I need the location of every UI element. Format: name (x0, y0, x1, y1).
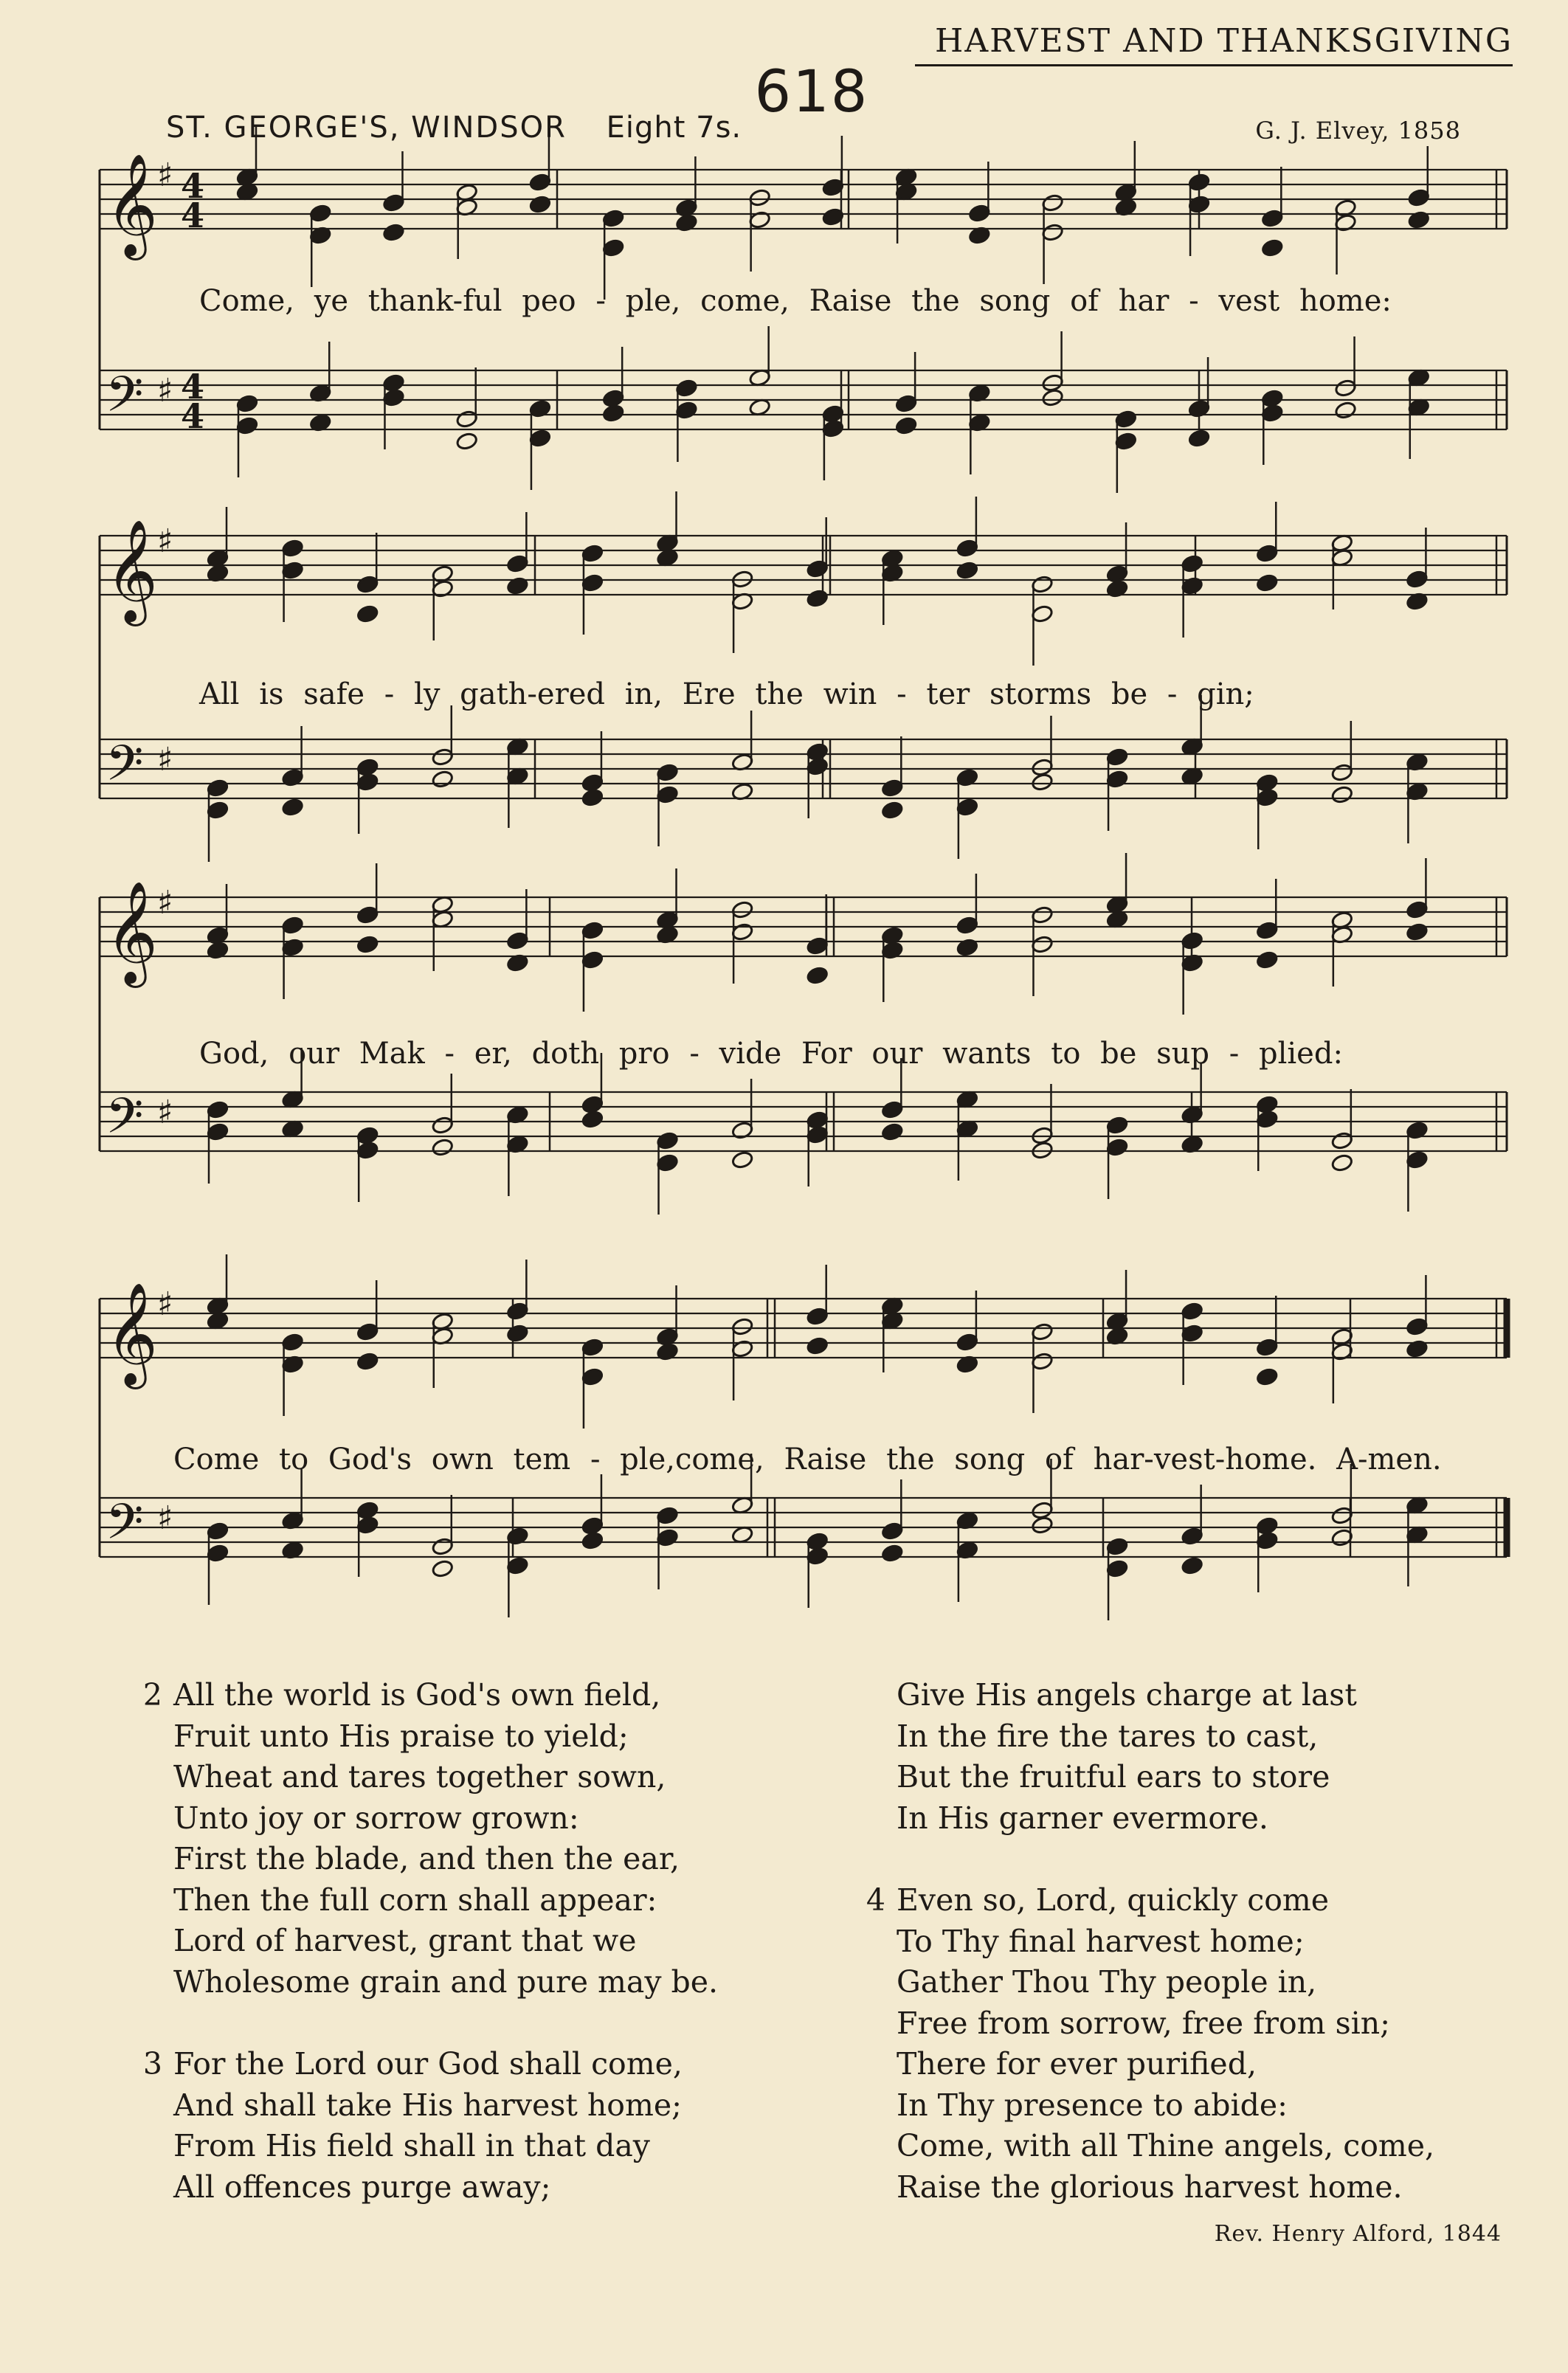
note-head (1106, 770, 1129, 789)
note-head (506, 1556, 529, 1575)
note-head (581, 1095, 604, 1114)
tune-name: ST. GEORGE'S, WINDSOR (166, 111, 567, 145)
note-head (895, 394, 918, 413)
verse-line: In the fire the tares to cast, (897, 1718, 1319, 1754)
key-sharp: ♯ (157, 522, 173, 560)
note-head (1041, 373, 1064, 393)
note-head (1188, 173, 1211, 192)
note-head (656, 1153, 679, 1172)
note-head (431, 1138, 454, 1157)
time-signature-top: 4 (181, 166, 205, 206)
note-head (1106, 1138, 1129, 1157)
note-head (207, 1521, 229, 1541)
verse-line: Come, with all Thine angels, come, (897, 2128, 1435, 2163)
note-head (1256, 1095, 1279, 1114)
verse-line: First the blade, and then the ear, (173, 1841, 680, 1876)
note-head (602, 238, 625, 258)
note-head (236, 416, 259, 435)
note-head (356, 1501, 379, 1520)
verse-line: Gather Thou Thy people in, (897, 1964, 1317, 2000)
verse-line: To Thy final harvest home; (897, 1923, 1305, 1959)
note-head (455, 410, 478, 429)
note-head (1256, 1516, 1279, 1536)
note-head (1334, 401, 1357, 420)
note-head (806, 1336, 829, 1355)
note-head (956, 916, 979, 935)
note-head (281, 916, 304, 935)
note-head (382, 193, 405, 213)
lyric-line-2: All is safe - ly gath-ered in, Ere the win - ter storms be - gin; (199, 677, 1254, 711)
verse-line: All the world is God's own field, (173, 1677, 661, 1713)
note-head (1181, 931, 1203, 950)
note-head (356, 1126, 379, 1145)
note-head (881, 778, 904, 798)
lyric-line-4: Come to God's own tem - ple,come, Raise the song of har-vest-home. A-men. (173, 1443, 1442, 1476)
note-head (1256, 950, 1279, 970)
note-head (1331, 1153, 1354, 1172)
author: Rev. Henry Alford, 1844 (1214, 2221, 1502, 2247)
note-head (1031, 1352, 1054, 1371)
verse-4 (856, 1880, 1434, 2208)
note-head (356, 935, 379, 954)
note-head (1188, 429, 1211, 448)
verse-line: Wheat and tares together sown, (173, 1759, 666, 1795)
verse-3 (133, 2044, 683, 2208)
treble-clef: 𝄞 (106, 519, 158, 622)
verse-line: But the fruitful ears to store (897, 1759, 1330, 1795)
key-sharp: ♯ (157, 741, 173, 778)
note-head (748, 188, 771, 207)
note-head (356, 773, 379, 792)
note-head (1406, 570, 1429, 589)
note-head (1106, 747, 1129, 767)
note-head (881, 801, 904, 820)
note-head (1041, 388, 1064, 407)
verse-2 (133, 1675, 718, 2003)
verse-line: In Thy presence to abide: (897, 2087, 1288, 2123)
note-head (806, 757, 829, 776)
note-head (1181, 554, 1203, 573)
note-head (1261, 389, 1284, 408)
note-head (1041, 223, 1064, 242)
note-head (431, 1116, 454, 1135)
key-sharp: ♯ (157, 1094, 173, 1131)
note-head (1256, 1338, 1279, 1357)
note-head (731, 1150, 754, 1170)
note-head (1331, 1131, 1354, 1150)
key-sharp: ♯ (157, 1499, 173, 1537)
note-head (581, 950, 604, 970)
note-head (731, 922, 754, 942)
note-head (431, 1559, 454, 1578)
note-head (281, 539, 304, 558)
note-head (581, 773, 604, 792)
time-signature-bottom: 4 (181, 396, 205, 436)
note-head (956, 1333, 979, 1352)
note-head (602, 404, 625, 423)
note-head (236, 394, 259, 413)
note-head (956, 798, 979, 817)
note-head (656, 1528, 679, 1547)
note-head (1041, 193, 1064, 213)
note-head (656, 785, 679, 804)
note-head (281, 561, 304, 580)
time-signature-bottom: 4 (181, 196, 205, 235)
note-head (356, 1516, 379, 1535)
note-head (1031, 1322, 1054, 1341)
note-head (806, 589, 829, 608)
note-head (581, 1110, 604, 1129)
note-head (1031, 935, 1054, 954)
note-head (1181, 1556, 1203, 1575)
bass-clef: 𝄢 (106, 1493, 144, 1562)
note-head (529, 429, 552, 448)
note-head (356, 758, 379, 777)
note-head (1031, 604, 1054, 624)
note-head (207, 778, 229, 798)
note-head (1106, 1537, 1129, 1556)
note-head (656, 1506, 679, 1525)
note-head (1331, 763, 1354, 782)
note-head (881, 1100, 904, 1119)
verse-line: From His field shall in that day (173, 2128, 650, 2163)
treble-clef: 𝄞 (106, 153, 158, 256)
verse-line: Wholesome grain and pure may be. (173, 1963, 719, 2000)
note-head (895, 416, 918, 435)
note-head (506, 1324, 529, 1343)
verse-line: Lord of harvest, grant that we (173, 1923, 637, 1958)
hymn-number: 618 (754, 59, 869, 125)
note-head (207, 801, 229, 820)
verse-line: Fruit unto His praise to yield; (173, 1718, 629, 1754)
note-head (1261, 238, 1284, 258)
note-head (1256, 1367, 1279, 1386)
note-head (382, 388, 405, 407)
key-sharp: ♯ (157, 156, 173, 194)
note-head (207, 1544, 229, 1563)
note-head (656, 763, 679, 782)
note-head (431, 747, 454, 767)
verse-line: There for ever purified, (897, 2046, 1257, 2082)
meter: Eight 7s. (606, 111, 742, 145)
verse-line: Unto joy or sorrow grown: (173, 1800, 579, 1836)
note-head (1031, 1516, 1054, 1535)
verse-line: Give His angels charge at last (897, 1677, 1357, 1713)
note-head (1334, 379, 1357, 398)
note-head (506, 931, 529, 950)
note-head (1031, 773, 1054, 792)
note-head (968, 204, 991, 223)
note-head (581, 544, 604, 563)
bass-clef: 𝄢 (106, 1088, 144, 1156)
note-head (1406, 1150, 1429, 1170)
note-head (956, 561, 979, 580)
note-head (356, 575, 379, 594)
verse-line: In His garner evermore. (897, 1800, 1268, 1836)
note-head (1256, 1531, 1279, 1550)
note-head (529, 195, 552, 214)
note-head (382, 223, 405, 242)
note-head (207, 1100, 229, 1119)
note-head (1031, 1501, 1054, 1520)
note-head (281, 798, 304, 817)
bass-clef: 𝄢 (106, 735, 144, 804)
verse-line: Free from sorrow, free from sin; (897, 2005, 1390, 2041)
key-sharp: ♯ (157, 372, 173, 410)
note-head (675, 401, 698, 420)
note-head (581, 1367, 604, 1386)
verse-line: For the Lord our God shall come, (173, 2046, 683, 2082)
note-head (881, 1544, 904, 1563)
note-head (602, 209, 625, 228)
note-head (806, 1307, 829, 1326)
note-head (1256, 1110, 1279, 1129)
note-head (1256, 921, 1279, 940)
note-head (431, 1537, 454, 1556)
note-head (506, 1302, 529, 1321)
note-head (1106, 1559, 1129, 1578)
note-head (1407, 188, 1430, 207)
verse-line: Then the full corn shall appear: (173, 1882, 657, 1918)
note-head (1256, 788, 1279, 807)
note-head (806, 1110, 829, 1130)
note-head (806, 559, 829, 578)
note-head (431, 770, 454, 789)
composer: G. J. Elvey, 1858 (1255, 117, 1461, 145)
note-head (1115, 410, 1138, 429)
note-head (675, 379, 698, 398)
note-head (881, 1521, 904, 1541)
note-head (1188, 195, 1211, 214)
note-head (207, 1122, 229, 1141)
note-head (581, 1531, 604, 1550)
key-sharp: ♯ (157, 884, 173, 922)
note-head (656, 1131, 679, 1150)
note-head (806, 1532, 829, 1551)
note-head (581, 1516, 604, 1536)
note-head (881, 1122, 904, 1141)
note-head (806, 936, 829, 956)
treble-clef: 𝄞 (106, 881, 158, 984)
verse-line: All offences purge away; (173, 2169, 551, 2205)
note-head (1181, 1324, 1203, 1343)
note-head (581, 921, 604, 940)
note-head (1115, 432, 1138, 451)
note-head (1331, 785, 1354, 804)
note-head (1106, 1116, 1129, 1135)
note-head (731, 900, 754, 919)
note-head (1261, 404, 1284, 423)
note-head (1256, 544, 1279, 563)
note-head (382, 373, 405, 393)
note-head (356, 1322, 379, 1341)
verse-3-continued (856, 1675, 1357, 1839)
note-head (581, 573, 604, 593)
note-head (455, 432, 478, 451)
note-head (806, 1547, 829, 1566)
note-head (506, 554, 529, 573)
verse-number: 4 (866, 1882, 885, 1918)
verse-line: And shall take His harvest home; (173, 2087, 682, 2123)
bass-clef: 𝄢 (106, 366, 144, 435)
note-head (581, 1338, 604, 1357)
note-head (1031, 575, 1054, 594)
note-head (309, 204, 332, 223)
note-head (281, 1333, 304, 1352)
note-head (356, 604, 379, 624)
treble-clef: 𝄞 (106, 1282, 158, 1385)
note-head (1181, 1302, 1203, 1321)
verse-line: Raise the glorious harvest home. (897, 2169, 1403, 2205)
note-head (956, 539, 979, 558)
note-head (1031, 905, 1054, 925)
note-head (356, 1141, 379, 1160)
verse-number: 2 (142, 1677, 162, 1713)
note-head (1406, 922, 1429, 942)
note-head (731, 1317, 754, 1336)
verse-number: 3 (142, 2046, 162, 2082)
time-signature-top: 4 (181, 367, 205, 407)
note-head (806, 742, 829, 761)
note-head (806, 1125, 829, 1144)
note-head (1406, 900, 1429, 919)
note-head (1261, 209, 1284, 228)
section-title: HARVEST AND THANKSGIVING (915, 22, 1513, 66)
note-head (581, 788, 604, 807)
note-head (1406, 1317, 1429, 1336)
note-head (529, 173, 552, 192)
note-head (1256, 573, 1279, 593)
note-head (806, 966, 829, 985)
note-head (1256, 773, 1279, 792)
note-head (356, 1352, 379, 1371)
lyric-line-1: Come, ye thank-ful peo - ple, come, Raise the song of har - vest home: (199, 284, 1392, 318)
note-head (1031, 758, 1054, 777)
note-head (602, 389, 625, 408)
verse-line: Even so, Lord, quickly come (897, 1882, 1330, 1918)
key-sharp: ♯ (157, 1285, 173, 1323)
lyric-line-3: God, our Mak - er, doth pro - vide For our wants to be sup - plied: (199, 1037, 1343, 1071)
note-head (356, 905, 379, 925)
